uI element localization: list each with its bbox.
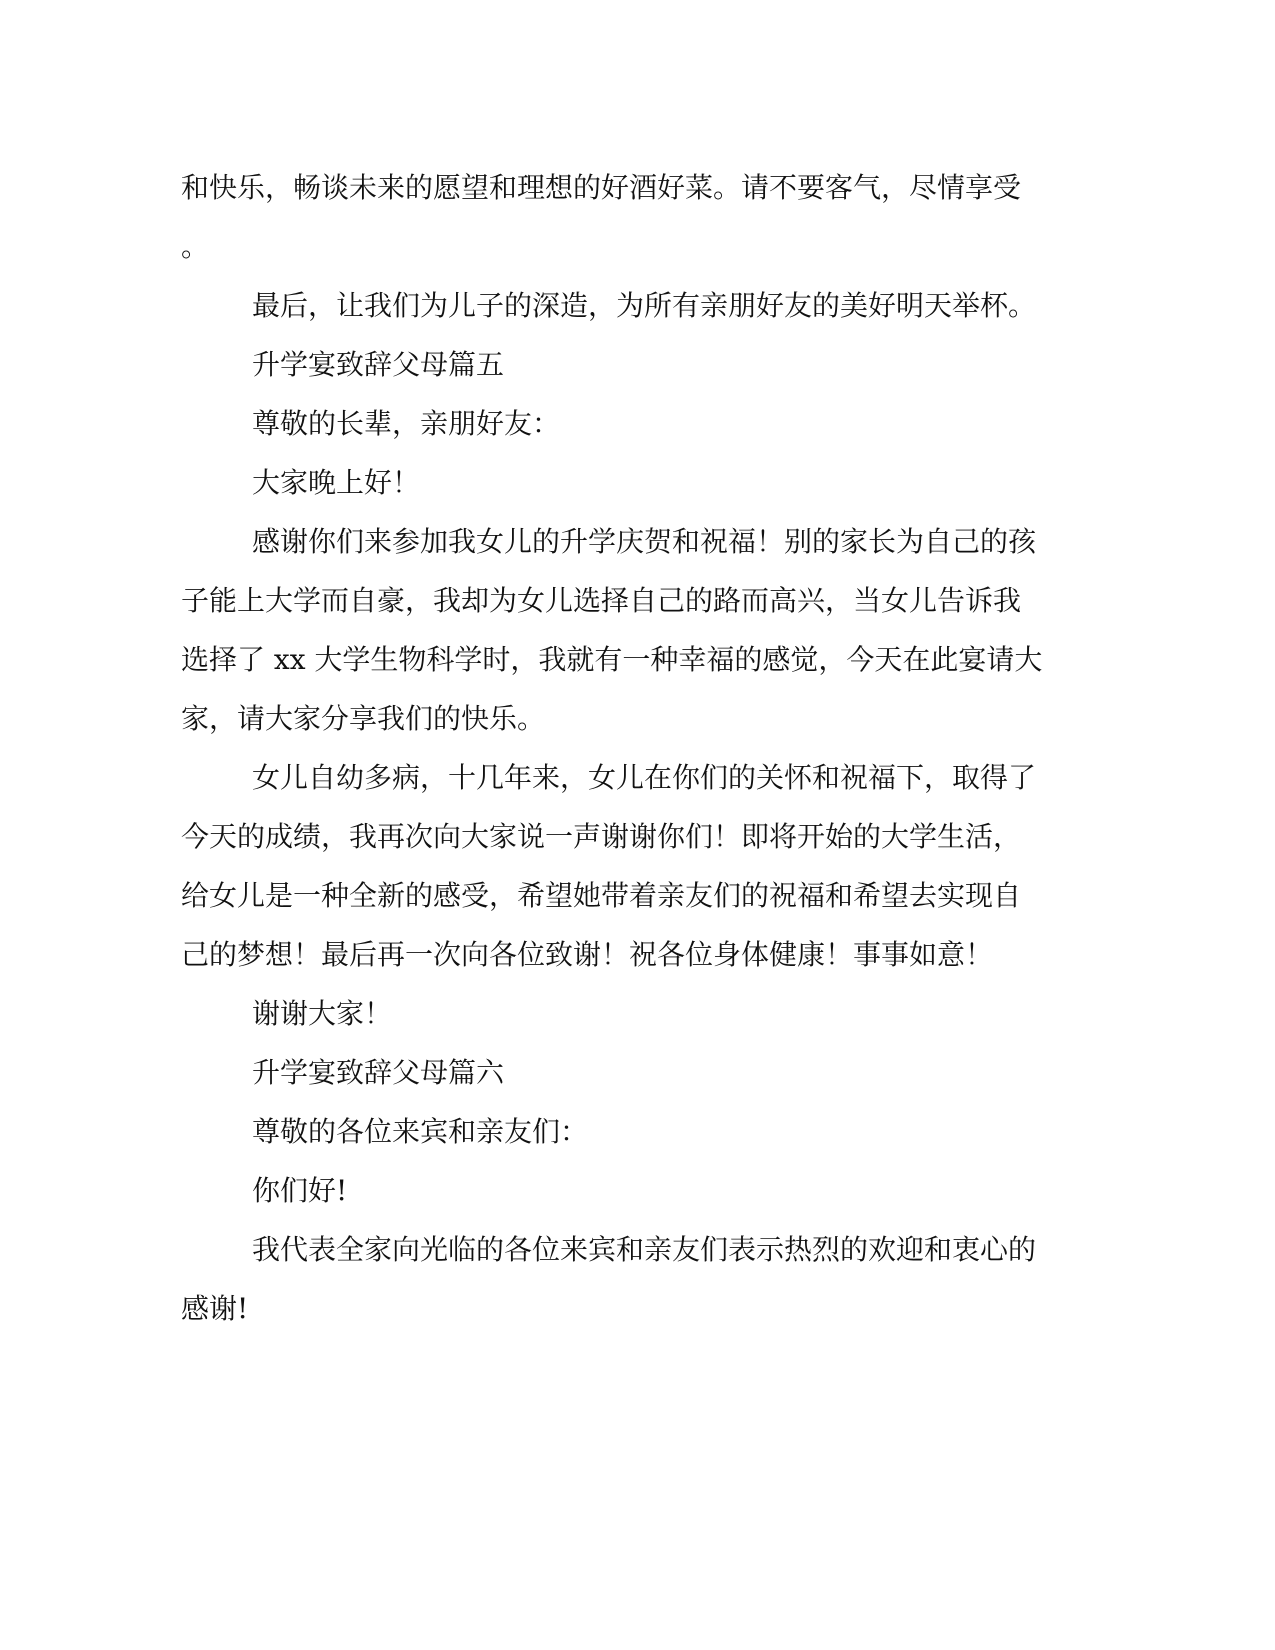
paragraph-line: 感谢! xyxy=(181,1292,249,1325)
closing-line: 谢谢大家！ xyxy=(252,997,393,1030)
paragraph-line: 最后，让我们为儿子的深造，为所有亲朋好友的美好明天举杯。 xyxy=(252,289,1037,322)
paragraph-line: 给女儿是一种全新的感受，希望她带着亲友们的祝福和希望去实现自 xyxy=(181,879,1022,912)
paragraph-line: 女儿自幼多病，十几年来，女儿在你们的关怀和祝福下，取得了 xyxy=(252,761,1037,794)
section-heading: 升学宴致辞父母篇五 xyxy=(252,348,505,381)
paragraph-line: 选择了 xx 大学生物科学时，我就有一种幸福的感觉，今天在此宴请大 xyxy=(181,643,1043,676)
paragraph-line: 感谢你们来参加我女儿的升学庆贺和祝福！别的家长为自己的孩 xyxy=(252,525,1037,558)
document-body xyxy=(181,158,1041,1338)
salutation: 尊敬的各位来宾和亲友们： xyxy=(252,1115,589,1148)
paragraph-line: 子能上大学而自豪，我却为女儿选择自己的路而高兴，当女儿告诉我 xyxy=(181,584,1022,617)
greeting: 你们好! xyxy=(252,1174,348,1207)
salutation: 尊敬的长辈，亲朋好友： xyxy=(252,407,561,440)
paragraph-line: 家，请大家分享我们的快乐。 xyxy=(181,702,546,735)
paragraph-line: 和快乐，畅谈未来的愿望和理想的好酒好菜。请不要客气，尽情享受 xyxy=(181,171,1022,204)
paragraph-line: 己的梦想！最后再一次向各位致谢！祝各位身体健康！事事如意！ xyxy=(181,938,994,971)
paragraph-line: 我代表全家向光临的各位来宾和亲友们表示热烈的欢迎和衷心的 xyxy=(252,1233,1037,1266)
greeting: 大家晚上好！ xyxy=(252,466,421,499)
paragraph-line: 。 xyxy=(181,230,210,263)
paragraph-line: 今天的成绩，我再次向大家说一声谢谢你们！即将开始的大学生活， xyxy=(181,820,1022,853)
section-heading: 升学宴致辞父母篇六 xyxy=(252,1056,505,1089)
